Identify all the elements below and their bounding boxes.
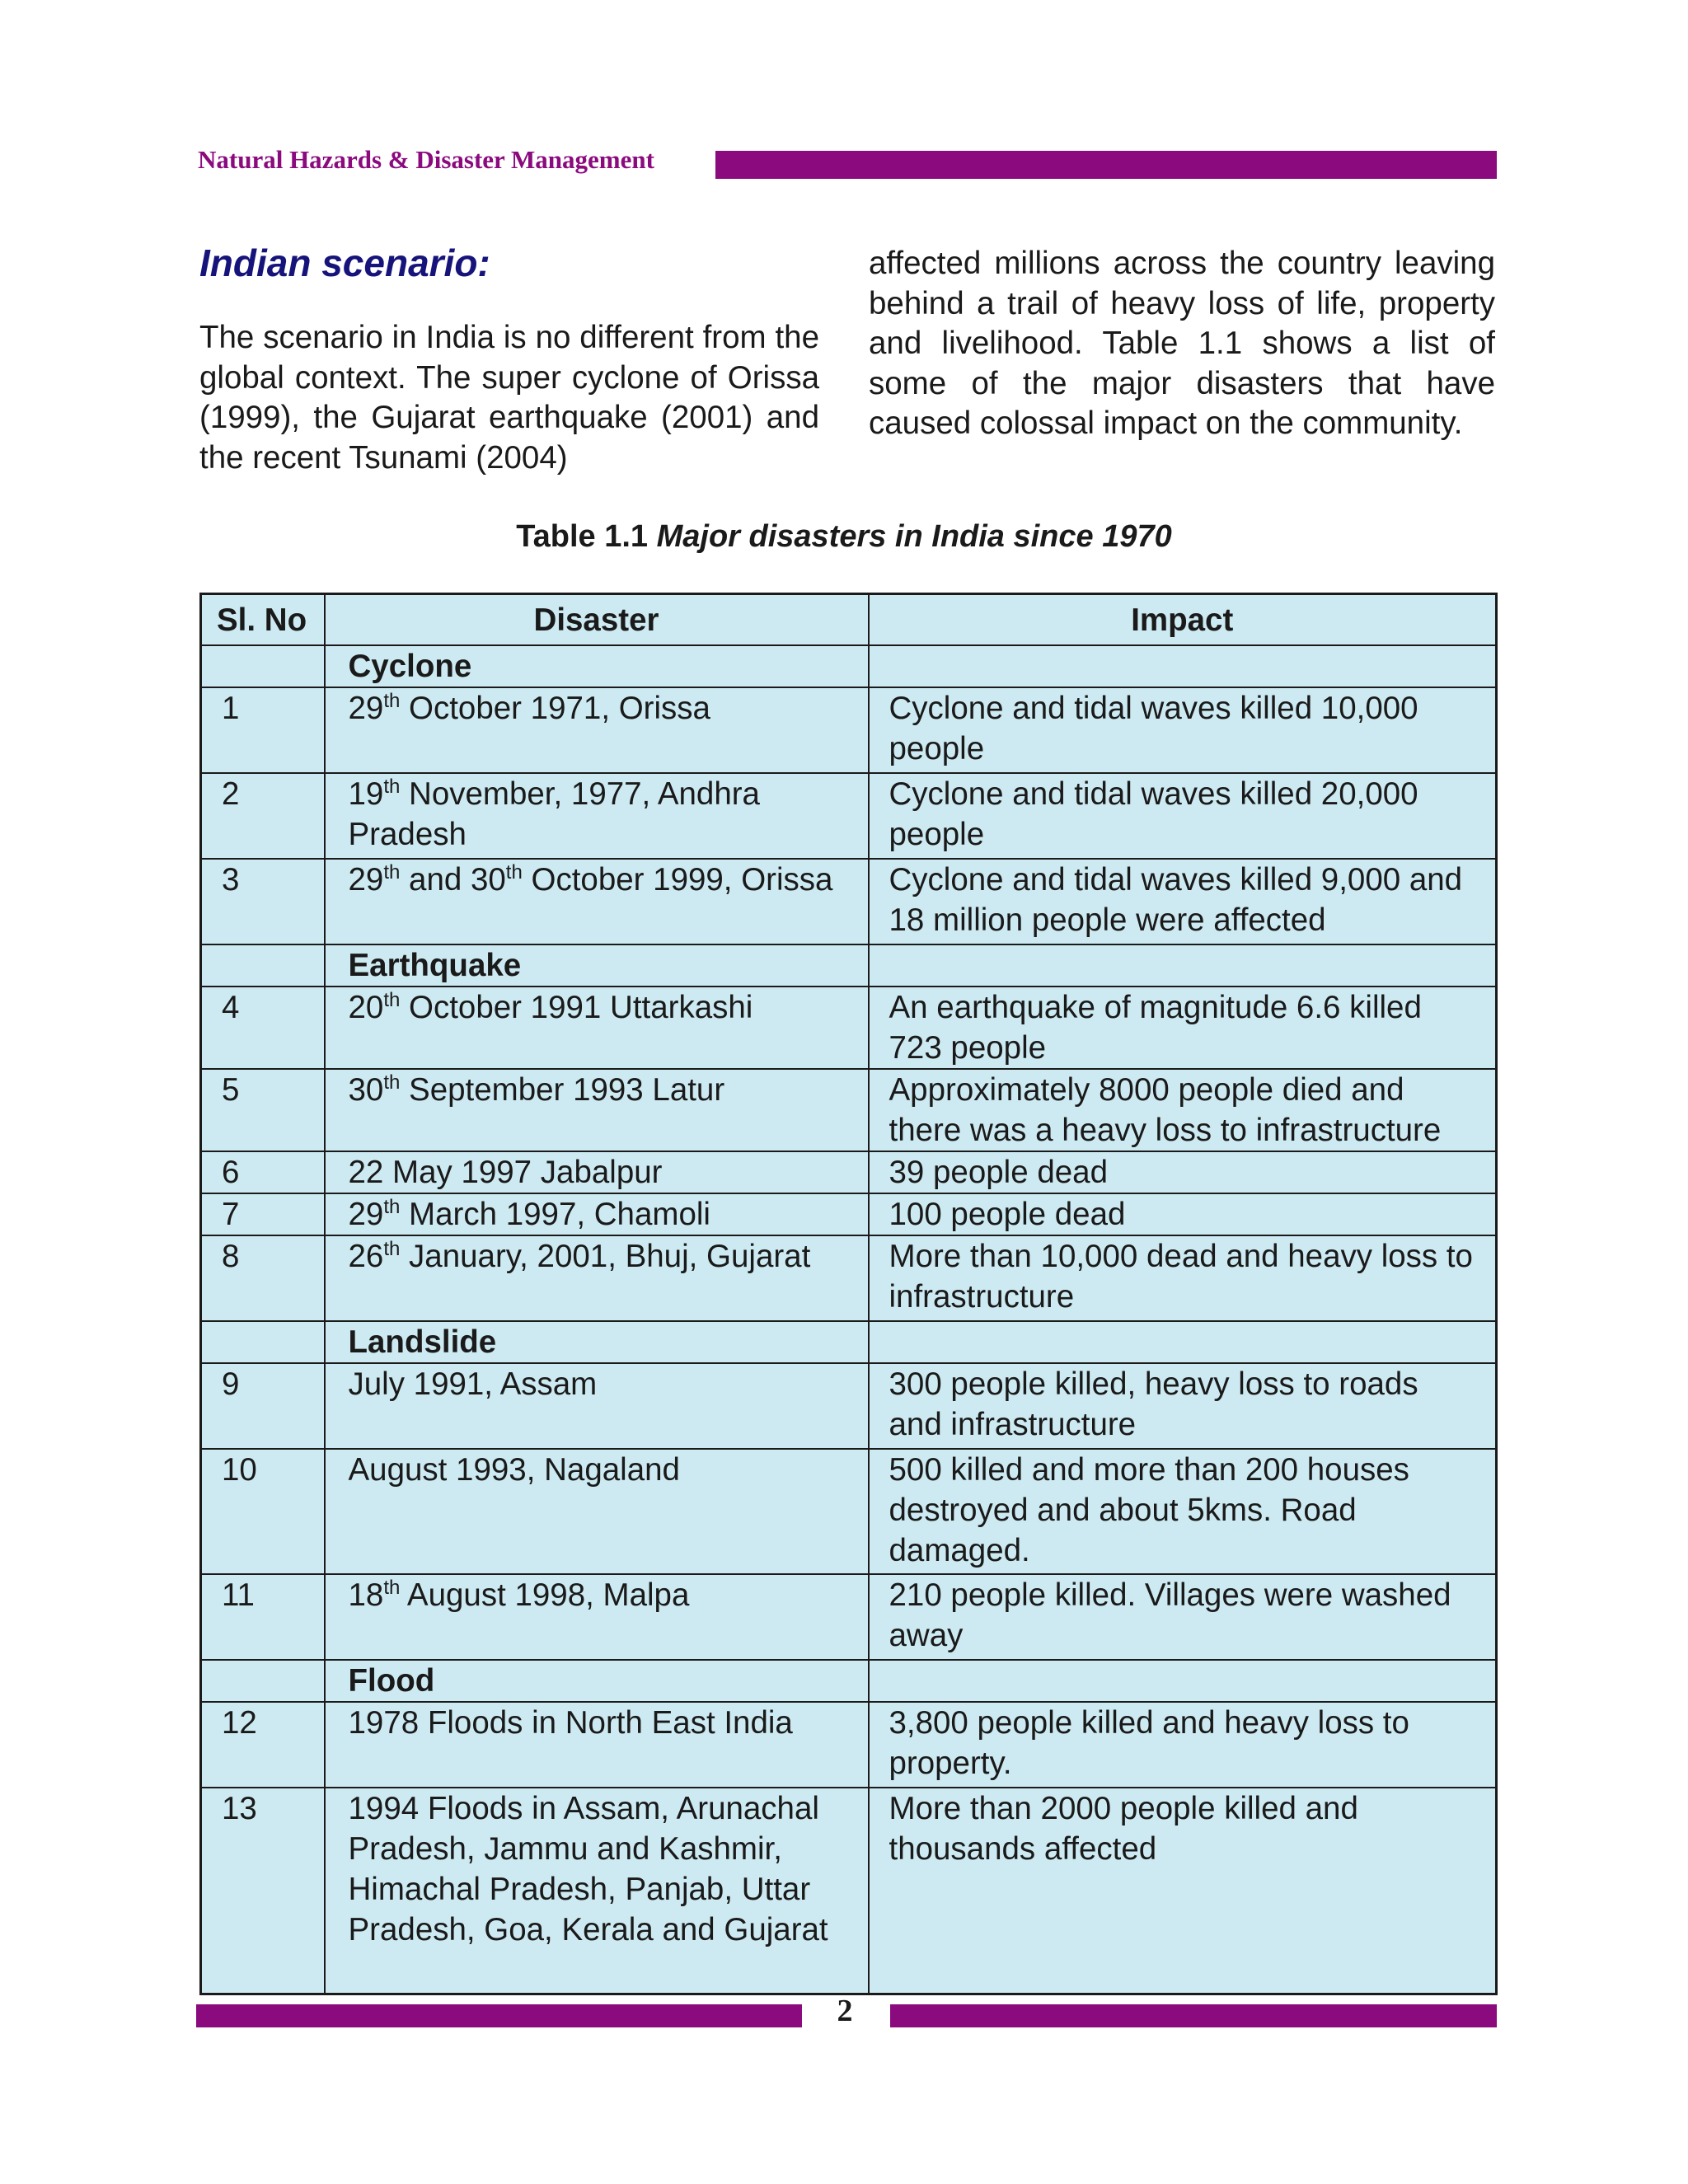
- table-cell: [201, 1321, 325, 1363]
- impact-cell: Cyclone and tidal waves killed 9,000 and 18 million people were affected: [869, 859, 1497, 944]
- row-number: 4: [201, 987, 325, 1069]
- table-cell: [869, 944, 1497, 987]
- table-caption-title: Major disasters in India since 1970: [656, 519, 1172, 554]
- row-number: 5: [201, 1069, 325, 1151]
- impact-cell: 300 people killed, heavy loss to roads and infrastructure: [869, 1363, 1497, 1449]
- impact-cell: More than 10,000 dead and heavy loss to infrastructure: [869, 1235, 1497, 1321]
- disasters-table: [199, 593, 1498, 1995]
- category-row-landslide: [201, 1321, 1497, 1363]
- table-row: [201, 1702, 1497, 1788]
- category-row-flood: [201, 1660, 1497, 1702]
- disaster-cell: 1978 Floods in North East India: [325, 1702, 869, 1788]
- impact-cell: An earthquake of magnitude 6.6 killed 723 people: [869, 987, 1497, 1069]
- paragraph-left-column: The scenario in India is no different from the global context. The super cyclone of Orissa (1999), the Gujarat earthquake (2001) and the recent Tsunami (2004): [199, 320, 819, 476]
- column-header-sl-no: Sl. No: [201, 594, 325, 646]
- impact-cell: 100 people dead: [869, 1193, 1497, 1235]
- disaster-cell: August 1993, Nagaland: [325, 1449, 869, 1574]
- category-label: Earthquake: [325, 944, 869, 987]
- table-cell: [201, 1660, 325, 1702]
- row-number: 6: [201, 1151, 325, 1193]
- footer-accent-bar-right: [890, 2004, 1497, 2027]
- table-row: [201, 1788, 1497, 1994]
- disaster-cell: 29th and 30th October 1999, Orissa: [325, 859, 869, 944]
- category-row-earthquake: [201, 944, 1497, 987]
- impact-cell: 500 killed and more than 200 houses destroyed and about 5kms. Road damaged.: [869, 1449, 1497, 1574]
- disaster-cell: 18th August 1998, Malpa: [325, 1574, 869, 1660]
- table-row: [201, 1363, 1497, 1449]
- section-heading: Indian scenario:: [199, 241, 490, 284]
- row-number: 7: [201, 1193, 325, 1235]
- table-row: [201, 1069, 1497, 1151]
- table-row: [201, 987, 1497, 1069]
- page-number: 2: [837, 1994, 853, 2028]
- disaster-cell: 19th November, 1977, Andhra Pradesh: [325, 773, 869, 859]
- impact-cell: More than 2000 people killed and thousands affected: [869, 1788, 1497, 1994]
- table-row: [201, 687, 1497, 773]
- row-number: 10: [201, 1449, 325, 1574]
- category-label: Flood: [325, 1660, 869, 1702]
- impact-cell: Cyclone and tidal waves killed 20,000 people: [869, 773, 1497, 859]
- impact-cell: 39 people dead: [869, 1151, 1497, 1193]
- table-cell: [869, 1660, 1497, 1702]
- category-label: Cyclone: [325, 645, 869, 687]
- impact-cell: Cyclone and tidal waves killed 10,000 people: [869, 687, 1497, 773]
- table-row: [201, 1193, 1497, 1235]
- disaster-cell: 29th October 1971, Orissa: [325, 687, 869, 773]
- column-header-impact: Impact: [869, 594, 1497, 646]
- impact-cell: 3,800 people killed and heavy loss to property.: [869, 1702, 1497, 1788]
- table-header-row: [201, 594, 1497, 646]
- row-number: 12: [201, 1702, 325, 1788]
- impact-cell: Approximately 8000 people died and there was a heavy loss to infrastructure: [869, 1069, 1497, 1151]
- disaster-cell: 20th October 1991 Uttarkashi: [325, 987, 869, 1069]
- row-number: 3: [201, 859, 325, 944]
- category-label: Landslide: [325, 1321, 869, 1363]
- table-cell: [869, 1321, 1497, 1363]
- table-caption-label: Table 1.1: [516, 519, 649, 554]
- row-number: 2: [201, 773, 325, 859]
- disaster-cell: 26th January, 2001, Bhuj, Gujarat: [325, 1235, 869, 1321]
- row-number: 11: [201, 1574, 325, 1660]
- table-row: [201, 1574, 1497, 1660]
- table-caption: [0, 519, 1688, 555]
- table-cell: [869, 645, 1497, 687]
- disaster-cell: 29th March 1997, Chamoli: [325, 1193, 869, 1235]
- table-cell: [201, 944, 325, 987]
- row-number: 1: [201, 687, 325, 773]
- table-row: [201, 773, 1497, 859]
- running-header-title: Natural Hazards & Disaster Management: [198, 145, 654, 174]
- disaster-cell: July 1991, Assam: [325, 1363, 869, 1449]
- table-row: [201, 1449, 1497, 1574]
- disaster-cell: 1994 Floods in Assam, Arunachal Pradesh, Jammu and Kashmir, Himachal Pradesh, Panjab, Uttar Pradesh, Goa, Kerala and Gujarat: [325, 1788, 869, 1994]
- footer-accent-bar-left: [196, 2004, 802, 2027]
- row-number: 9: [201, 1363, 325, 1449]
- category-row-cyclone: [201, 645, 1497, 687]
- row-number: 8: [201, 1235, 325, 1321]
- table-row: [201, 1151, 1497, 1193]
- table-cell: [201, 645, 325, 687]
- disaster-cell: 22 May 1997 Jabalpur: [325, 1151, 869, 1193]
- row-number: 13: [201, 1788, 325, 1994]
- impact-cell: 210 people killed. Villages were washed away: [869, 1574, 1497, 1660]
- column-header-disaster: Disaster: [325, 594, 869, 646]
- disaster-cell: 30th September 1993 Latur: [325, 1069, 869, 1151]
- table-row: [201, 859, 1497, 944]
- paragraph-right-column: affected millions across the country leaving behind a trail of heavy loss of life, property and livelihood. Table 1.1 shows a list of some of the major disasters that have caused colossal impact on the community.: [869, 246, 1495, 441]
- header-accent-bar: [715, 151, 1497, 179]
- table-row: [201, 1235, 1497, 1321]
